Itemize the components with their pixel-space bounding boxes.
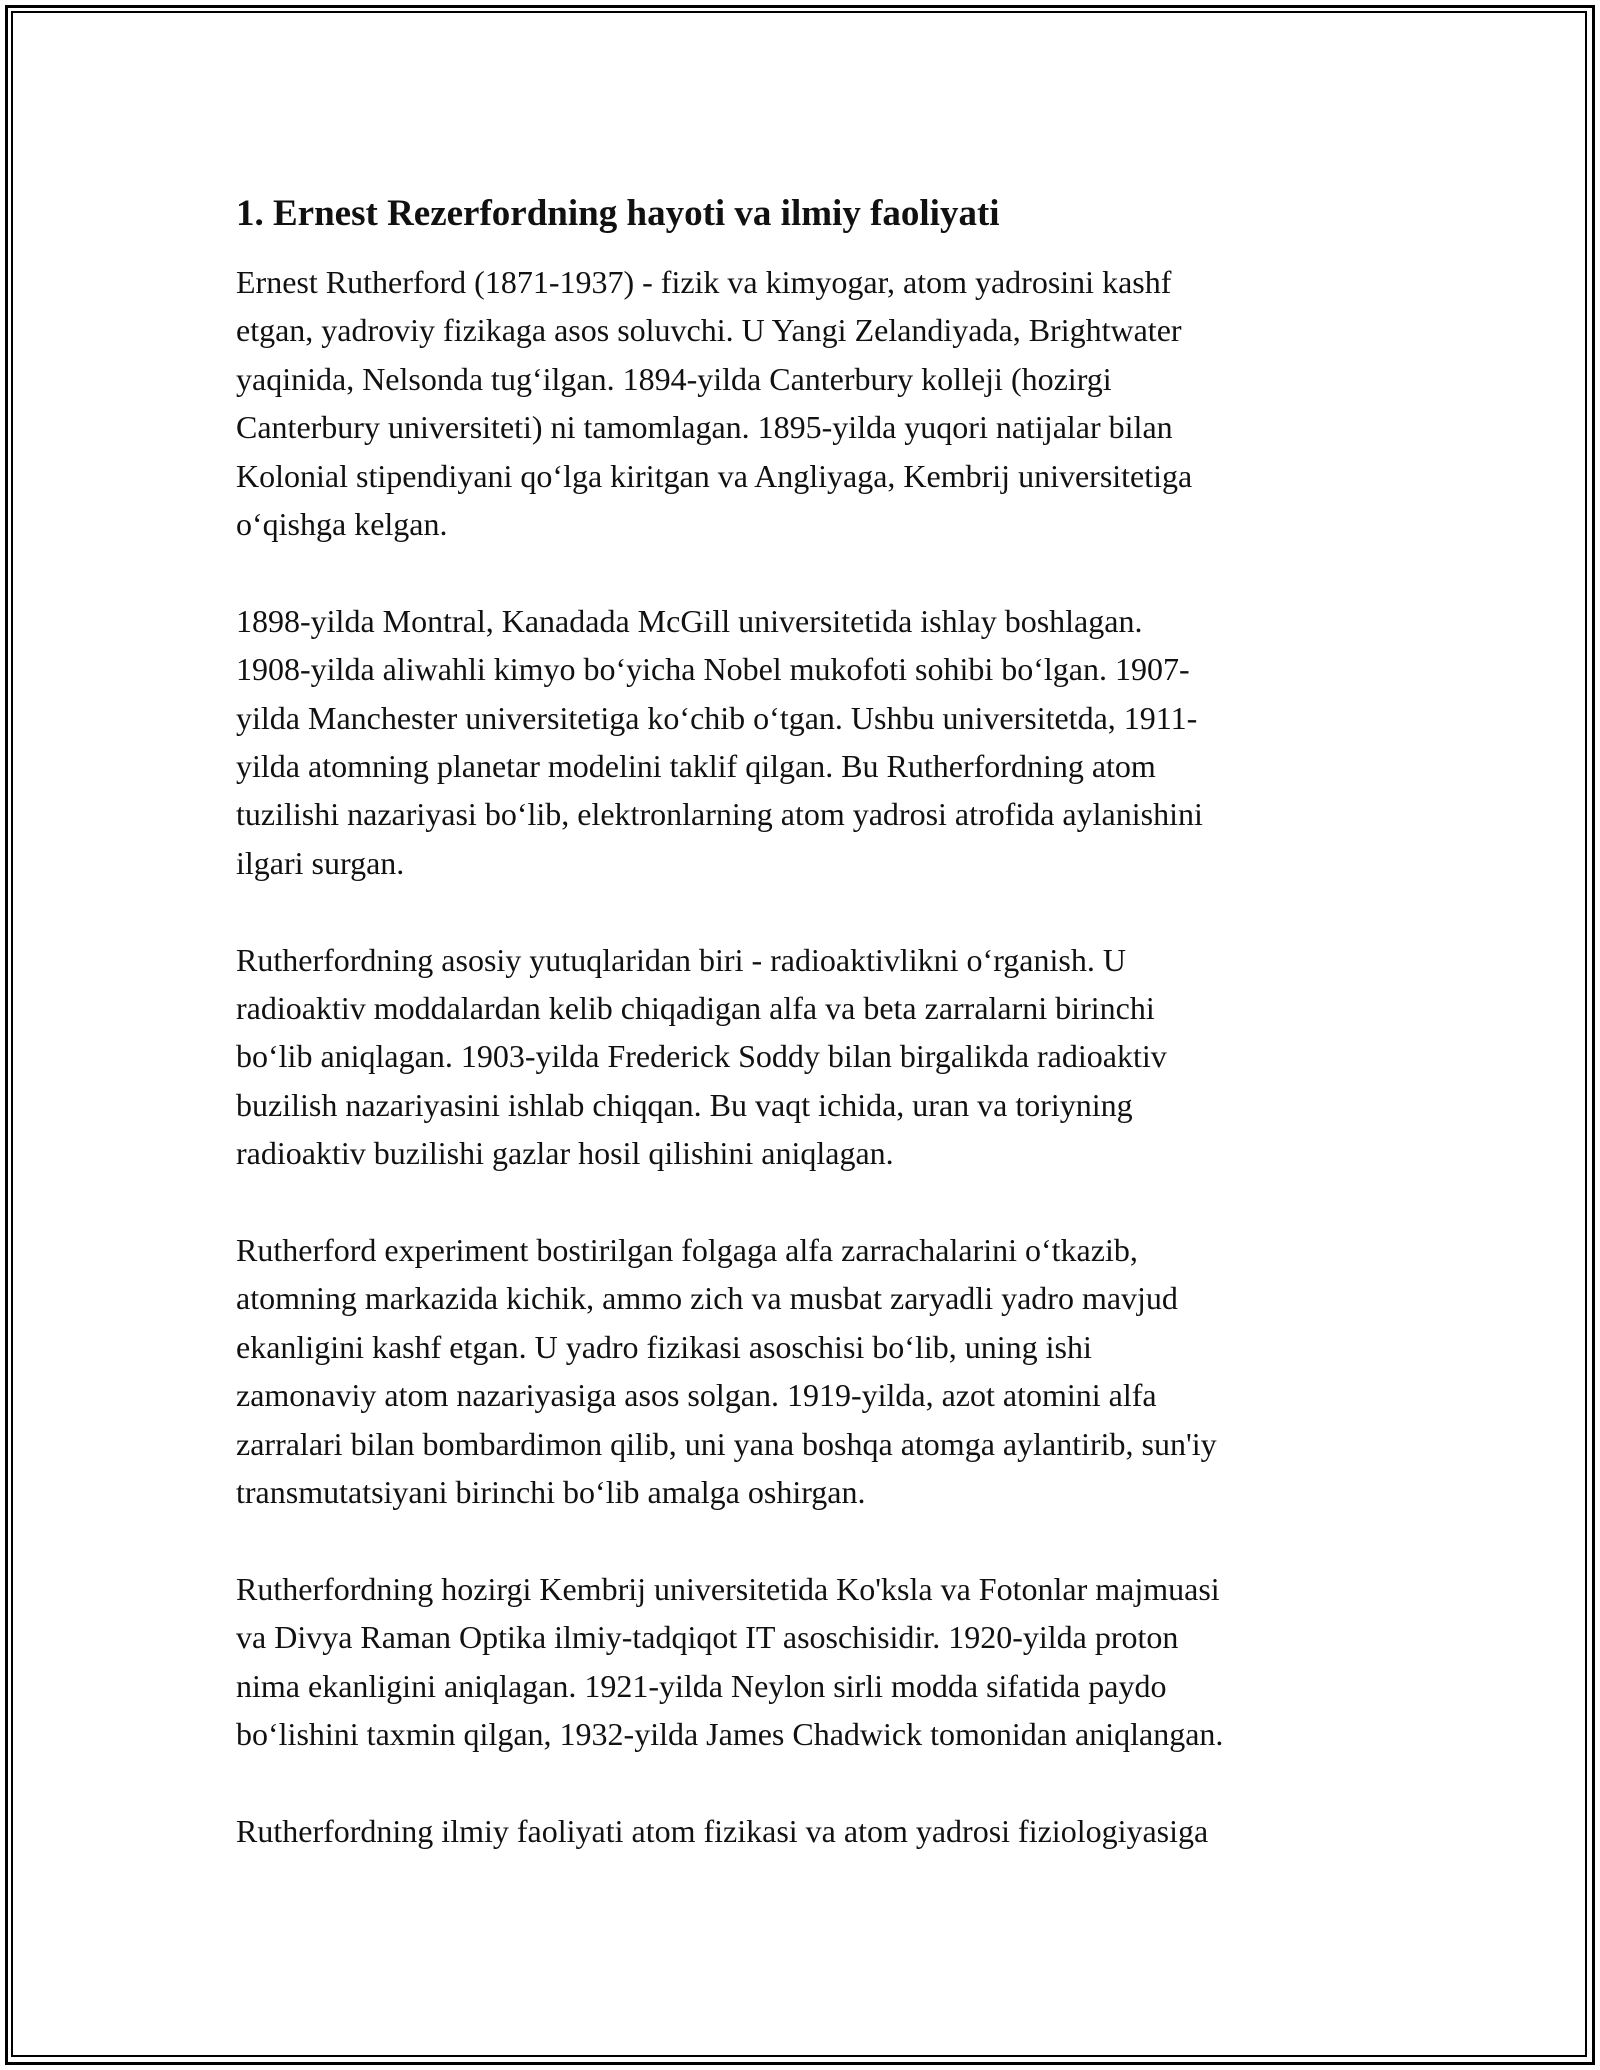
document-body (236, 186, 1386, 1904)
paragraph-line: va Divya Raman Optika ilmiy-tadqiqot IT asoschisidir. 1920-yilda proton (236, 1619, 1179, 1656)
paragraph-line: Rutherfordning hozirgi Kembrij universitetida Ko'ksla va Fotonlar majmuasi (236, 1570, 1220, 1607)
paragraph-line: 1908-yilda aliwahli kimyo boʻyicha Nobel mukofoti sohibi boʻlgan. 1907- (236, 651, 1190, 688)
paragraph-3 (236, 936, 1386, 1178)
paragraph-5 (236, 1565, 1386, 1759)
paragraph-line: Ernest Rutherford (1871-1937) - fizik va kimyogar, atom yadrosini kashf (236, 264, 1172, 300)
paragraph-line: ekanligini kashf etgan. U yadro fizikasi asoschisi boʻlib, uning ishi (236, 1328, 1092, 1365)
paragraph-6 (236, 1807, 1386, 1855)
paragraph-line: yilda atomning planetar modelini taklif qilgan. Bu Rutherfordning atom (236, 748, 1156, 785)
paragraph-line: buzilish nazariyasini ishlab chiqqan. Bu vaqt ichida, uran va toriyning (236, 1086, 1133, 1123)
paragraph-line: radioaktiv buzilishi gazlar hosil qilishini aniqlagan. (236, 1135, 894, 1172)
paragraph-line: boʻlib aniqlagan. 1903-yilda Frederick Soddy bilan birgalikda radioaktiv (236, 1038, 1167, 1075)
paragraph-line: 1898-yilda Montral, Kanadada McGill universitetida ishlay boshlagan. (236, 602, 1143, 639)
paragraph-line: ilgari surgan. (236, 844, 405, 881)
paragraph-line: atomning markazida kichik, ammo zich va musbat zaryadli yadro mavjud (236, 1280, 1178, 1317)
paragraph-4 (236, 1226, 1386, 1516)
document-title: 1. Ernest Rezerfordning hayoti va ilmiy faoliyati (236, 193, 1000, 234)
paragraph-2 (236, 597, 1386, 887)
paragraph-line: yaqinida, Nelsonda tugʻilgan. 1894-yilda Canterbury kolleji (hozirgi (236, 360, 1112, 397)
paragraph-1 (236, 258, 1386, 548)
paragraph-line: transmutatsiyani birinchi boʻlib amalga oshirgan. (236, 1474, 866, 1511)
paragraph-line: Rutherfordning ilmiy faoliyati atom fizikasi va atom yadrosi fiziologiyasiga (236, 1812, 1209, 1849)
paragraph-line: tuzilishi nazariyasi boʻlib, elektronlarning atom yadrosi atrofida aylanishini (236, 796, 1203, 833)
paragraph-line: yilda Manchester universitetiga koʻchib oʻtgan. Ushbu universitetda, 1911- (236, 699, 1198, 736)
paragraph-line: nima ekanligini aniqlagan. 1921-yilda Neylon sirli modda sifatida paydo (236, 1667, 1167, 1704)
paragraph-line: zamonaviy atom nazariyasiga asos solgan. 1919-yilda, azot atomini alfa (236, 1377, 1157, 1414)
paragraph-line: Canterbury universiteti) ni tamomlagan. 1895-yilda yuqori natijalar bilan (236, 409, 1173, 446)
paragraph-line: radioaktiv moddalardan kelib chiqadigan alfa va beta zarralarni birinchi (236, 990, 1155, 1027)
paragraph-line: Rutherfordning asosiy yutuqlaridan biri - radioaktivlikni oʻrganish. U (236, 941, 1126, 978)
paragraph-line: boʻlishini taxmin qilgan, 1932-yilda James Chadwick tomonidan aniqlangan. (236, 1716, 1224, 1753)
paragraph-line: zarralari bilan bombardimon qilib, uni yana boshqa atomga aylantirib, sun'iy (236, 1425, 1217, 1462)
paragraph-line: oʻqishga kelgan. (236, 506, 448, 543)
paragraph-line: Kolonial stipendiyani qoʻlga kiritgan va Angliyaga, Kembrij universitetiga (236, 457, 1193, 494)
paragraph-line: etgan, yadroviy fizikaga asos soluvchi. U Yangi Zelandiyada, Brightwater (236, 312, 1182, 349)
paragraph-line: Rutherford experiment bostirilgan folgaga alfa zarrachalarini oʻtkazib, (236, 1232, 1138, 1269)
